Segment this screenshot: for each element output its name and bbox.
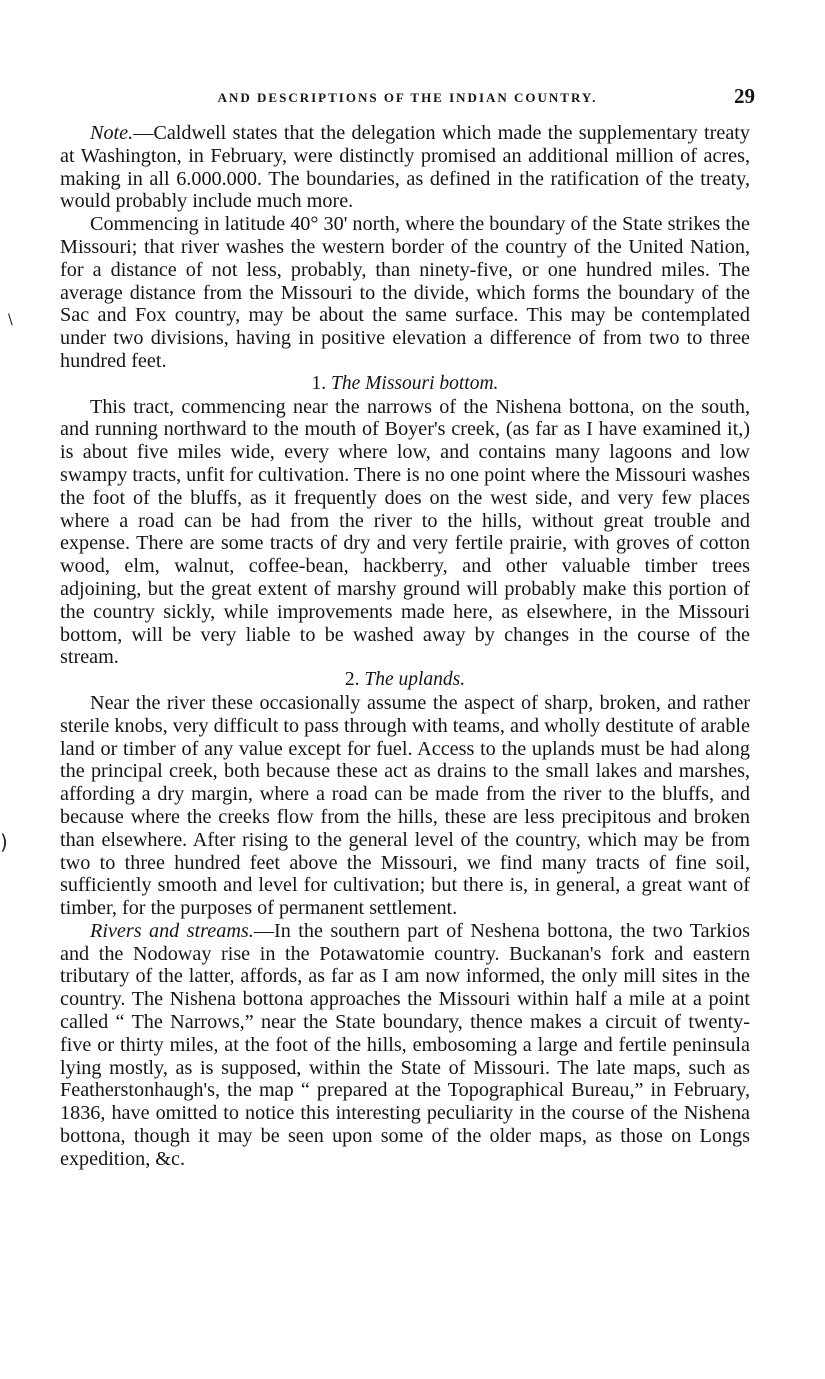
margin-mark-top: \ [8,312,13,328]
section-title: The uplands. [364,669,466,691]
paragraph-uplands: Near the river these occasionally assume the aspect of sharp, broken, and rather sterile knobs, very difficult to pass through with teams, and wholly destitute of arable land or timber of any value except for fuel. Access to the uplands must be had along the principal creek, both because these act as drains to the small lakes and marshes, affording a dry margin, where a road can be made from the river to the bluffs, and because where the creeks flow from the hills, these are less precipitous and broken than elsewhere. After rising to the general level of the country, which may be from two to three hundred feet above the Missouri, we find many tracts of fine soil, sufficiently smooth and level for cultivation; but there is, in general, a great want of timber, for the purposes of permanent settlement. [60,691,750,920]
rivers-text: —In the southern part of Neshena bottona, the two Tarkios and the Nodoway rise in the Potawatomie country. Buckanan's fork and eastern tributary of the latter, affords, as far as I am now informed, the only mill sites in the country. The Nishena bottona approaches the Missouri within half a mile at a point called “ The Narrows,” near the State boundary, thence makes a circuit of twenty-five or thirty miles, at the foot of the hills, embosoming a large and fertile peninsula lying mostly, as is supposed, within the State of Missouri. The late maps, such as Featherstonhaugh's, the map “ prepared at the Topographical Bureau,” in February, 1836, have omitted to notice this interesting peculiarity in the course of the Nishena bottona, though it may be seen upon some of the older maps, as those on Longs expedition, &c. [60,919,750,1170]
note-lead: Note. [90,122,134,144]
note-text: —Caldwell states that the delegation which made the supplementary treaty at Washington, in February, were distinctly promised an additional million of acres, making in all 6.000.000. The boundaries, as defined in the ratification of the treaty, would probably include much more. [60,122,750,213]
section-title: The Missouri bottom. [331,372,499,394]
section-heading-uplands [60,669,750,692]
rivers-lead: Rivers and streams. [90,919,254,942]
section-number: 1. [311,372,327,394]
paragraph-rivers [60,920,750,1171]
page-number: 29 [734,84,755,108]
body-text [60,122,750,1171]
section-number: 2. [344,669,360,691]
running-head: AND DESCRIPTIONS OF THE INDIAN COUNTRY. [217,90,598,105]
page-header [60,84,755,110]
paragraph-commencing: Commencing in latitude 40° 30' north, where the boundary of the State strikes the Missouri; that river washes the western border of the country of the United Nation, for a distance of not less, probably, than ninety-five, or one hundred miles. The average distance from the Missouri to the divide, which forms the boundary of the Sac and Fox country, may be about the same surface. This may be contemplated under two divisions, having in positive elevation a difference of from two to three hundred feet. [60,213,750,372]
paragraph-note [60,122,750,213]
margin-mark-bottom: ) [0,830,8,854]
section-heading-missouri-bottom [60,373,750,396]
paragraph-tract: This tract, commencing near the narrows of the Nishena bottona, on the south, and running northward to the mouth of Boyer's creek, (as far as I have examined it,) is about five miles wide, every where low, and contains many lagoons and low swampy tracts, unfit for cultivation. There is no one point where the Missouri washes the foot of the bluffs, as it frequently does on the west side, and very few places where a road can be had from the river to the hills, without great trouble and expense. There are some tracts of dry and very fertile prairie, with groves of cotton wood, elm, walnut, coffee-bean, hackberry, and other valuable timber trees adjoining, but the great extent of marshy ground will probably make this portion of the country sickly, while improvements made here, as elsewhere, in the Missouri bottom, will be very liable to be washed away by changes in the course of the stream. [60,395,750,669]
